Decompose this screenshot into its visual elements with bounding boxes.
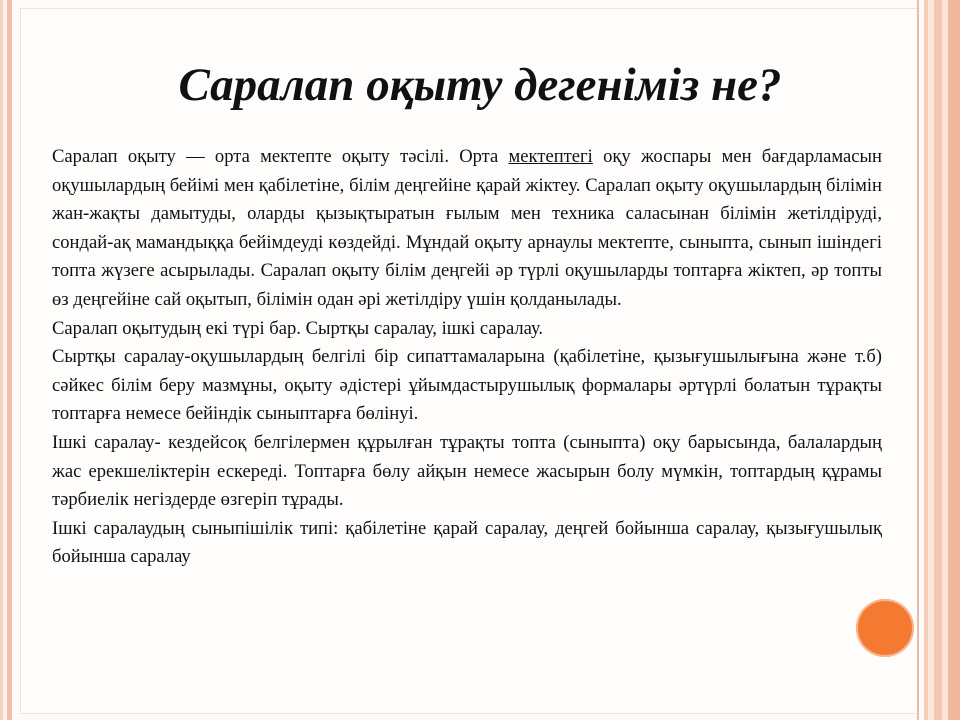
slide-title: Саралап оқыту дегеніміз не? bbox=[178, 59, 782, 111]
paragraph-internal: Ішкі саралау- кездейсоқ белгілермен құрылған тұрақты топта (сыныпта) оқу барысында, балалардың жас ерекшеліктерін ескереді. Топтарға бөлу айқын немесе жасырын болу мүмкін, топтардың құрамы тәрбиелік негіздерде өзгеріп тұрады. bbox=[52, 431, 882, 511]
paragraph-intraclass: Ішкі саралаудың сыныпішілік типі: қабілетіне қарай саралау, деңгей бойынша саралау, қызығушылық бойынша саралау bbox=[52, 517, 882, 568]
mektepte-link[interactable]: мектептегі bbox=[508, 146, 593, 167]
paragraph-types: Саралап оқытудың екі түрі бар. Сыртқы саралау, ішкі саралау. bbox=[52, 317, 544, 339]
paragraph-definition-rest: оқу жоспары мен бағдарламасын оқушылардың бейімі мен қабілетіне, білім деңгейіне қарай жіктеу. Саралап оқыту оқушылардың білімін жан-жақты дамытуды, оларды қызықтыратын ғылым мен техника саласынан білімін жетілдіруді, сондай-ақ мамандыққа бейімдеуді көздейді. Мұндай оқыту арнаулы мектепте, сыныпта, сынып ішіндегі топта жүзеге асырылады. Саралап оқыту білім деңгейі әр түрлі оқушыларды топтарға жіктеп, әр топты өз деңгейіне сай оқытып, білімін одан әрі жетілдіру үшін қолданылады. bbox=[52, 146, 882, 310]
slide-body bbox=[52, 143, 882, 572]
orange-circle-decoration bbox=[856, 599, 914, 657]
paragraph-external: Сыртқы саралау-оқушылардың белгілі бір сипаттамаларына (қабілетіне, қызығушылығына және т.б) сәйкес білім беру мазмұны, оқыту әдістері ұйымдастырушылық формалары әртүрлі болатын тұрақты топтарға немесе бейіндік сыныптарға бөлінуі. bbox=[52, 346, 882, 425]
paragraph-definition bbox=[52, 143, 882, 315]
paragraph-definition-start: Саралап оқыту — орта мектепте оқыту тәсілі. Орта bbox=[52, 146, 509, 167]
